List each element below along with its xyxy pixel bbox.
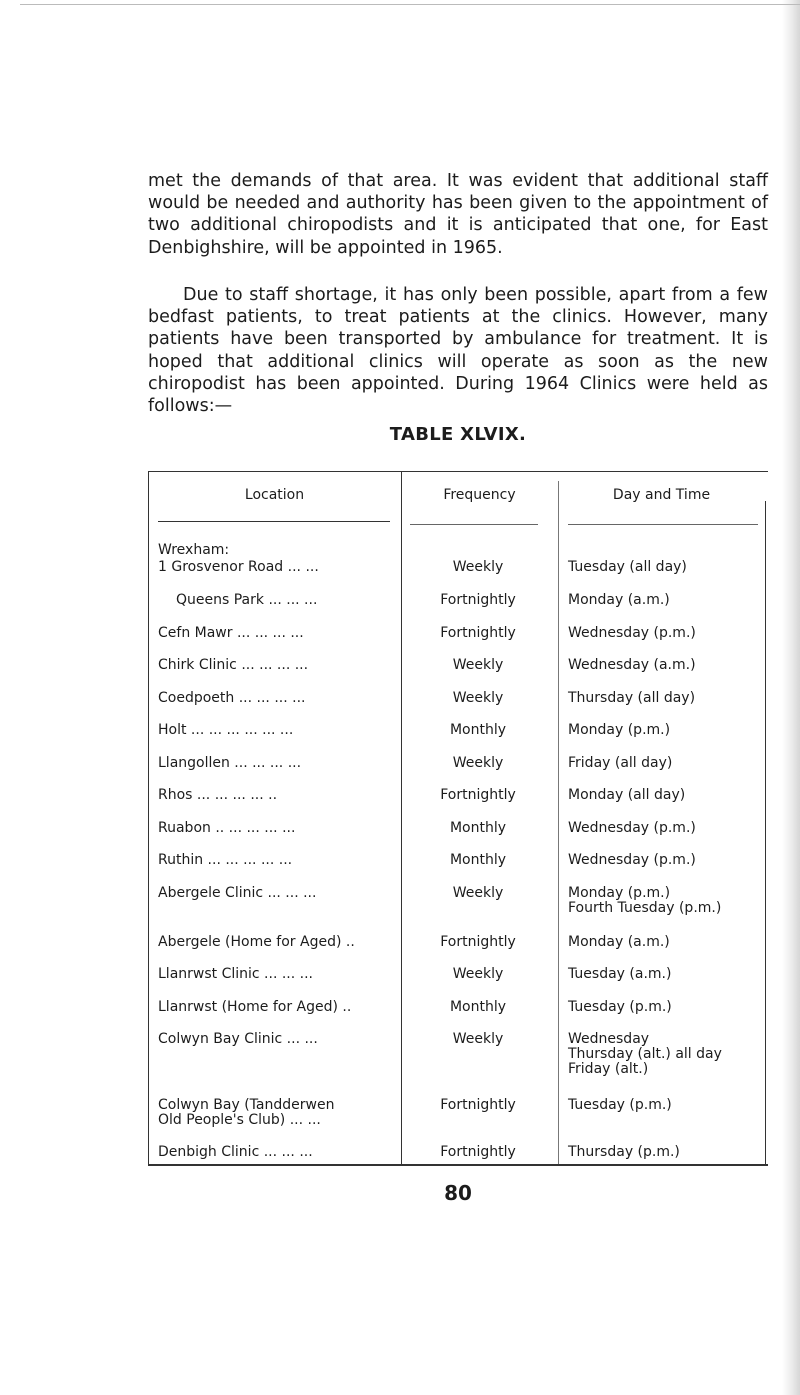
row-frequency: Monthly — [449, 820, 507, 836]
header-location: Location — [244, 487, 305, 503]
header-rule-day — [568, 524, 758, 525]
row-day-time-line-2: Thursday (alt.) all day — [568, 1046, 722, 1062]
row-frequency: Weekly — [452, 690, 504, 706]
table-left-rule — [148, 471, 149, 1164]
paragraph-1: met the demands of that area. It was evident that additional staff would be needed and authority has been given to the appointment of two additional chiropodists and it is anticipated that one, for East Denbighshire, will be appointed in 1965. — [148, 171, 768, 258]
row-location: Abergele Clinic ... ... ... — [158, 885, 317, 901]
header-day-time: Day and Time — [612, 487, 711, 503]
row-frequency: Fortnightly — [440, 1144, 516, 1160]
row-location: Abergele (Home for Aged) .. — [158, 934, 355, 950]
top-rule — [20, 4, 800, 5]
table-title: TABLE XLVIX. — [389, 424, 527, 445]
row-day-time: Thursday (p.m.) — [568, 1144, 680, 1160]
header-rule-frequency — [410, 524, 538, 525]
row-frequency: Weekly — [452, 559, 504, 575]
row-location: Cefn Mawr ... ... ... ... — [158, 625, 304, 641]
row-location: Colwyn Bay Clinic ... ... — [158, 1031, 318, 1047]
row-day-time: Wednesday (p.m.) — [568, 820, 696, 836]
row-day-time: Monday (p.m.) — [568, 885, 671, 901]
row-day-time: Tuesday (a.m.) — [568, 966, 672, 982]
row-day-time: Thursday (all day) — [568, 690, 696, 706]
table-top-rule — [148, 471, 768, 472]
row-day-time: Monday (a.m.) — [568, 592, 670, 608]
row-frequency: Weekly — [452, 657, 504, 673]
row-frequency: Fortnightly — [440, 934, 516, 950]
row-location: Ruthin ... ... ... ... ... — [158, 852, 293, 868]
row-location: Colwyn Bay (Tandderwen — [158, 1097, 335, 1113]
page-number: 80 — [444, 1181, 472, 1205]
row-frequency: Monthly — [449, 999, 507, 1015]
row-location: Holt ... ... ... ... ... ... — [158, 722, 294, 738]
column-divider-2 — [558, 481, 559, 1164]
row-frequency: Fortnightly — [440, 787, 516, 803]
row-location: Queens Park ... ... ... — [176, 592, 318, 608]
row-location: Llangollen ... ... ... ... — [158, 755, 302, 771]
paragraph-2: Due to staff shortage, it has only been possible, apart from a few bedfast patients, to treat patients at the clinics. However, many patients have been transported by ambulance for treatment. It is hoped that additional clinics will operate as soon as the new chiropodist has been appointed. During 1964 Clinics were held as follows:— — [148, 285, 768, 417]
row-location: Coedpoeth ... ... ... ... — [158, 690, 306, 706]
row-frequency: Weekly — [452, 966, 504, 982]
row-day-time: Tuesday (p.m.) — [568, 1097, 672, 1113]
row-day-time: Monday (p.m.) — [568, 722, 671, 738]
row-frequency: Weekly — [452, 885, 504, 901]
row-location: Denbigh Clinic ... ... ... — [158, 1144, 313, 1160]
row-day-time: Wednesday (p.m.) — [568, 625, 696, 641]
row-frequency: Fortnightly — [440, 1097, 516, 1113]
row-frequency: Weekly — [452, 755, 504, 771]
clinic-table — [148, 471, 768, 1167]
row-frequency: Monthly — [449, 852, 507, 868]
header-frequency: Frequency — [443, 487, 516, 503]
row-location: 1 Grosvenor Road ... ... — [158, 559, 319, 575]
table-bottom-rule — [148, 1164, 768, 1166]
row-location: Llanrwst Clinic ... ... ... — [158, 966, 313, 982]
page-edge-shadow — [782, 0, 800, 1395]
row-day-time: Wednesday — [568, 1031, 650, 1047]
row-frequency: Fortnightly — [440, 625, 516, 641]
row-day-time: Wednesday (a.m.) — [568, 657, 696, 673]
row-day-time: Wednesday (p.m.) — [568, 852, 696, 868]
row-location: Llanrwst (Home for Aged) .. — [158, 999, 352, 1015]
row-location: Chirk Clinic ... ... ... ... — [158, 657, 309, 673]
row-day-time: Tuesday (all day) — [568, 559, 687, 575]
header-rule-location — [158, 521, 390, 522]
row-day-time: Monday (a.m.) — [568, 934, 670, 950]
row-location-line-2: Old People's Club) ... ... — [158, 1112, 321, 1128]
row-location: Rhos ... ... ... ... .. — [158, 787, 278, 803]
row-location: Ruabon .. ... ... ... ... — [158, 820, 296, 836]
row-frequency: Fortnightly — [440, 592, 516, 608]
row-day-time: Tuesday (p.m.) — [568, 999, 672, 1015]
row-day-time-line-2: Fourth Tuesday (p.m.) — [568, 900, 722, 916]
row-day-time: Friday (all day) — [568, 755, 673, 771]
row-frequency: Weekly — [452, 1031, 504, 1047]
row-day-time: Monday (all day) — [568, 787, 686, 803]
row-day-time-line-3: Friday (alt.) — [568, 1061, 649, 1077]
row-frequency: Monthly — [449, 722, 507, 738]
section-label: Wrexham: — [158, 542, 230, 558]
